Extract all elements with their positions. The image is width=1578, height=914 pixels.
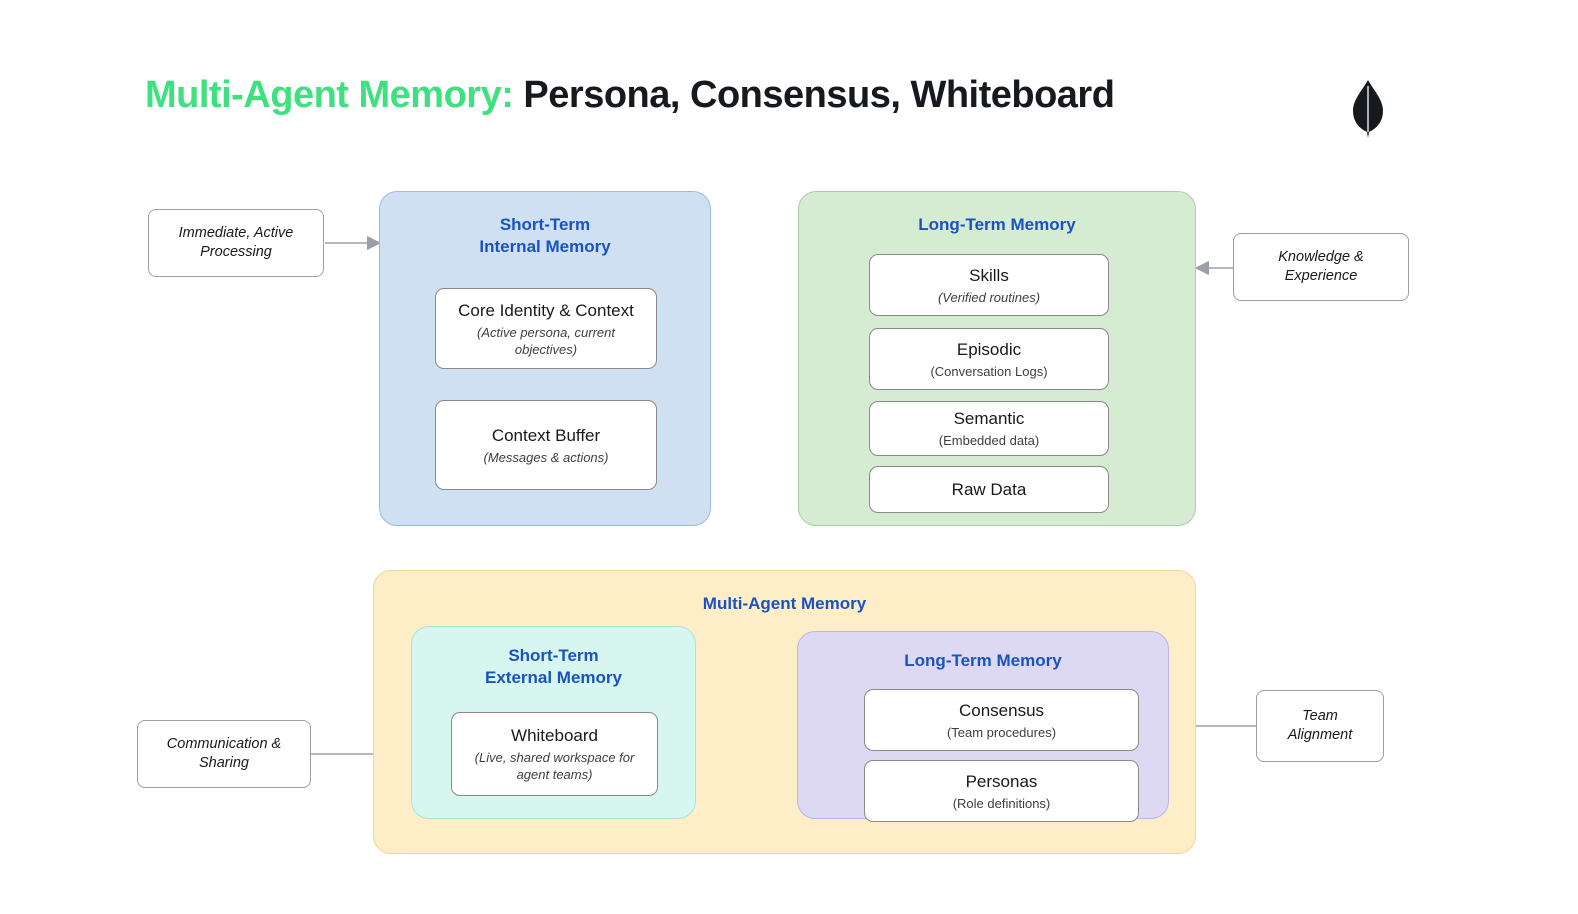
callout-team-alignment [1256, 690, 1384, 762]
callout-communication-line1: Communication & [166, 736, 282, 752]
card-raw-data[interactable] [869, 466, 1109, 513]
card-subtitle: (Role definitions) [952, 795, 1051, 811]
card-subtitle: (Team procedures) [946, 724, 1057, 740]
callout-immediate-line1: Immediate, Active [178, 225, 294, 241]
panel-long-term-memory-agent [798, 191, 1196, 526]
card-title: Raw Data [951, 479, 1027, 499]
panel-multi-agent-memory [373, 570, 1196, 854]
panel-stm-internal-title-line1: Short-Term [499, 215, 591, 234]
panel-multi-agent-title-line1: Multi-Agent Memory [702, 594, 867, 613]
card-subtitle: (Live, shared workspace for agent teams) [474, 750, 635, 782]
card-title: Context Buffer [491, 425, 601, 445]
panel-short-term-external-memory [411, 626, 696, 819]
callout-team-line1: Team [1302, 708, 1338, 724]
card-subtitle: (Verified routines) [937, 289, 1041, 305]
panel-multi-agent-title [374, 593, 1195, 615]
card-semantic[interactable] [869, 401, 1109, 456]
panel-stm-external-title-line1: Short-Term [508, 646, 599, 665]
card-subtitle: (Active persona, current objectives) [476, 324, 615, 357]
card-title: Consensus [958, 700, 1045, 720]
card-subtitle: (Embedded data) [938, 433, 1040, 448]
card-title: Core Identity & Context [458, 300, 634, 320]
panel-long-term-memory-team [797, 631, 1169, 819]
callout-knowledge-experience [1233, 233, 1409, 301]
panel-ltm-agent-title [799, 214, 1195, 236]
card-title: Skills [969, 265, 1009, 285]
page-title [145, 74, 1114, 117]
card-context-buffer[interactable] [435, 400, 657, 490]
card-personas[interactable] [864, 760, 1139, 822]
panel-stm-internal-title [380, 214, 710, 258]
card-consensus[interactable] [864, 689, 1139, 751]
card-episodic[interactable] [869, 328, 1109, 390]
card-title: Episodic [956, 339, 1022, 359]
panel-short-term-internal-memory [379, 191, 711, 526]
callout-communication-sharing [137, 720, 311, 788]
page-title-rest: Persona, Consensus, Whiteboard [513, 74, 1115, 116]
callout-immediate-active-processing [148, 209, 324, 277]
callout-communication-line2: Sharing [199, 755, 249, 771]
panel-ltm-agent-title-line1: Long-Term Memory [918, 215, 1076, 234]
card-whiteboard[interactable] [451, 712, 658, 796]
card-subtitle: (Messages & actions) [483, 449, 609, 465]
callout-knowledge-line2: Experience [1284, 268, 1358, 284]
panel-ltm-team-title-line1: Long-Term Memory [904, 651, 1062, 670]
panel-stm-external-title-line2: External Memory [485, 668, 622, 687]
card-title: Personas [965, 771, 1038, 791]
callout-team-line2: Alignment [1287, 727, 1353, 743]
page-title-accent: Multi-Agent Memory: [145, 74, 514, 116]
callout-immediate-line2: Processing [200, 244, 272, 260]
callout-knowledge-line1: Knowledge & [1278, 249, 1364, 265]
card-title: Whiteboard [511, 726, 598, 745]
card-subtitle: (Conversation Logs) [930, 363, 1048, 379]
card-core-identity-context[interactable] [435, 288, 657, 369]
card-skills[interactable] [869, 254, 1109, 316]
panel-stm-internal-title-line2: Internal Memory [479, 237, 611, 256]
card-title: Semantic [953, 409, 1025, 428]
panel-stm-external-title [412, 645, 695, 689]
panel-ltm-team-title [798, 650, 1168, 672]
mongodb-leaf-logo [1345, 78, 1391, 140]
